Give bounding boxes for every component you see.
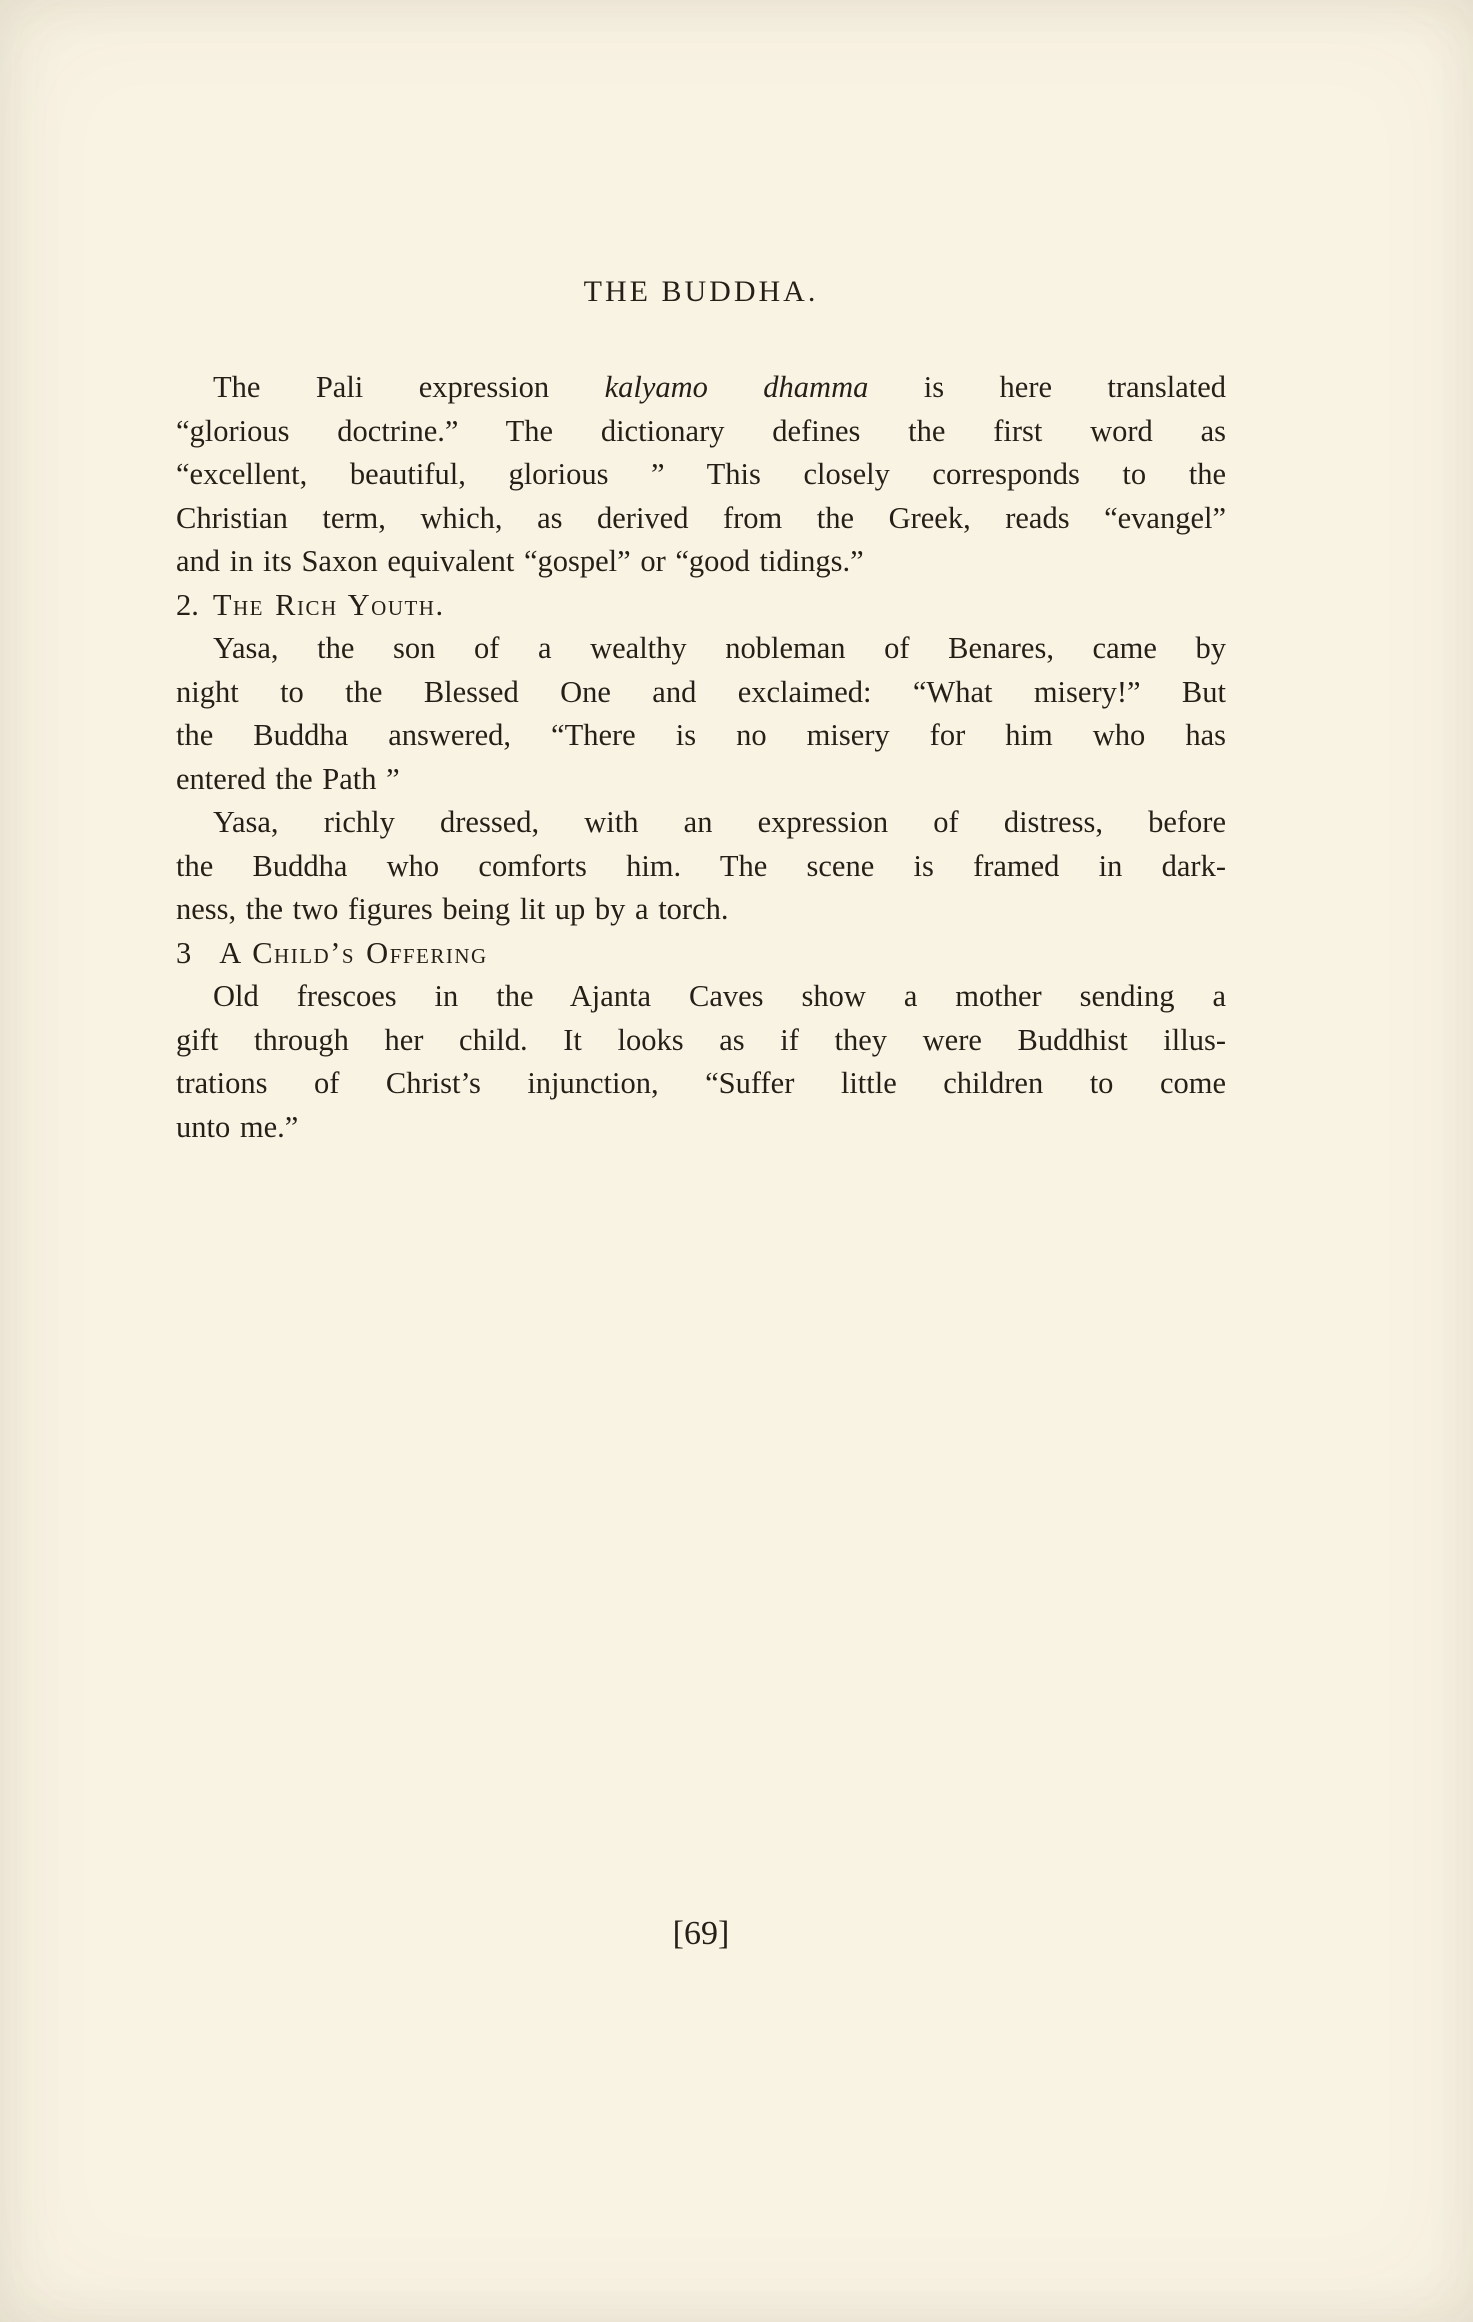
paragraph-line: the Buddha who comforts him. The scene is framed in dark- [176, 848, 1226, 883]
paragraph-line: “excellent, beautiful, glorious ” This closely corresponds to the [176, 457, 1226, 491]
page-number: [69] [672, 1915, 730, 1952]
paragraph-line [176, 366, 1226, 410]
paragraph-line: gift through her child. It looks as if they were Buddhist illus- [176, 1022, 1226, 1057]
section-heading-rich-youth [176, 584, 1226, 628]
paragraph-line: entered the Path ” [176, 761, 400, 796]
section-heading-childs-offering [176, 932, 1226, 976]
text-segment: The Pali expression [213, 370, 550, 404]
paragraph-line: Christian term, which, as derived from the Greek, reads “evangel” [176, 500, 1226, 535]
paragraph-line: Yasa, richly dressed, with an expression of distress, before [213, 805, 1226, 839]
section-title: A Child’s Offering [219, 935, 488, 970]
section-number: 2. [176, 587, 199, 622]
paragraph-line: ness, the two figures being lit up by a torch. [176, 892, 729, 926]
italic-phrase: kalyamo dhamma [604, 370, 869, 404]
paragraph-line: trations of Christ’s injunction, “Suffer little children to come [176, 1066, 1226, 1100]
text-segment: is here translated [923, 370, 1226, 404]
section-title: The Rich Youth. [212, 587, 445, 622]
paragraph-line: night to the Blessed One and exclaimed: “What misery!” But [176, 674, 1226, 709]
running-header: THE BUDDHA. [583, 275, 819, 308]
paragraph-line: “glorious doctrine.” The dictionary defines the first word as [176, 413, 1226, 448]
section-number: 3 [176, 935, 192, 970]
text-block [176, 272, 1226, 1149]
paragraph-line: Yasa, the son of a wealthy nobleman of Benares, came by [213, 631, 1226, 665]
paragraph-line: the Buddha answered, “There is no misery for him who has [176, 718, 1226, 752]
paragraph-line: Old frescoes in the Ajanta Caves show a mother sending a [213, 979, 1226, 1013]
paragraph-line: and in its Saxon equivalent “gospel” or “good tidings.” [176, 544, 864, 578]
paragraph-line: unto me.” [176, 1109, 299, 1144]
